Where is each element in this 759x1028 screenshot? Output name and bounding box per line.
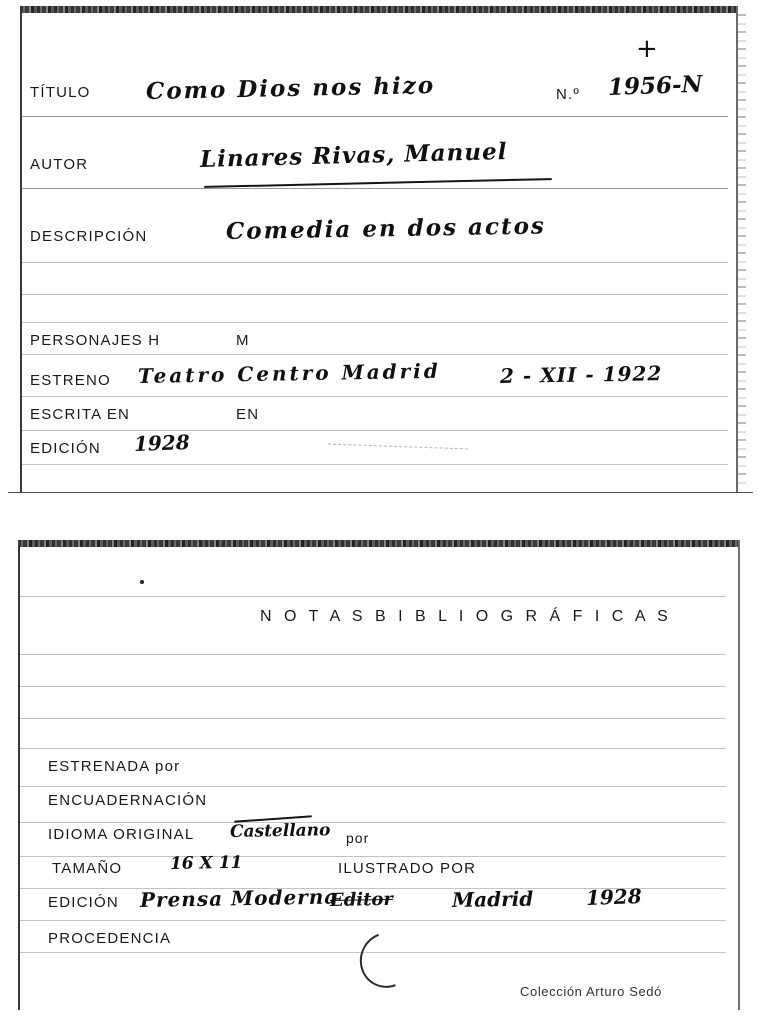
rule-b-4 xyxy=(20,718,726,719)
value-edicion-top: 1928 xyxy=(133,430,191,456)
value-idioma-original: Castellano xyxy=(229,820,331,842)
label-descripcion: DESCRIPCIÓN xyxy=(30,228,148,245)
label-escrita-en: ESCRITA EN xyxy=(30,406,131,423)
rule-b-6 xyxy=(20,786,726,787)
pen-scribble xyxy=(351,923,424,997)
label-personajes-m: M xyxy=(236,332,250,349)
label-estreno: ESTRENO xyxy=(30,372,111,389)
rule-b-10 xyxy=(20,920,726,921)
label-procedencia: PROCEDENCIA xyxy=(48,930,172,947)
catalog-card-top xyxy=(8,6,746,498)
rule-desc-under xyxy=(22,262,728,263)
card-top-right-speckle xyxy=(738,8,746,488)
card-bottom-edge-speckle xyxy=(18,540,740,547)
rule-b-1 xyxy=(20,596,726,597)
label-titulo: TÍTULO xyxy=(30,84,91,101)
label-idioma-por: por xyxy=(346,830,370,846)
rule-escrita-under xyxy=(22,430,728,431)
notas-bibliograficas-heading: N O T A S B I B L I O G R Á F I C A S xyxy=(260,608,672,625)
rule-author-under xyxy=(22,188,728,189)
rule-title-under xyxy=(22,116,728,117)
card-top-left-border xyxy=(20,6,22,492)
rule-desc-blank-2 xyxy=(22,322,728,323)
value-edicion-bottom-2: Madrid xyxy=(451,886,534,912)
label-estrenada-por: ESTRENADA por xyxy=(48,758,181,775)
ink-dot xyxy=(140,580,144,584)
value-edicion-bottom-1: Prensa Moderna xyxy=(139,884,339,912)
card-bottom-right-border xyxy=(738,540,740,1010)
label-edicion-top: EDICIÓN xyxy=(30,440,101,457)
rule-desc-blank-1 xyxy=(22,294,728,295)
value-tamano: 16 X 11 xyxy=(169,852,243,874)
label-encuadernacion: ENCUADERNACIÓN xyxy=(48,792,208,809)
value-edicion-bottom-struck: Editor xyxy=(329,888,394,911)
label-autor: AUTOR xyxy=(30,156,89,173)
value-numero: 1956-N xyxy=(607,70,704,101)
label-tamano: TAMAÑO xyxy=(52,860,123,877)
rule-b-3 xyxy=(20,686,726,687)
value-autor: Linares Rivas, Manuel xyxy=(199,137,508,173)
collection-credit: Colección Arturo Sedó xyxy=(520,984,662,999)
rule-b-2 xyxy=(20,654,726,655)
label-numero: N.º xyxy=(556,86,581,103)
label-personajes: PERSONAJES H xyxy=(30,332,161,349)
value-edicion-bottom-3: 1928 xyxy=(585,884,643,910)
value-descripcion: Comedia en dos actos xyxy=(225,212,547,245)
catalog-card-bottom xyxy=(8,540,746,1022)
cross-mark: + xyxy=(636,34,658,64)
card-top-bottom-border xyxy=(8,492,753,493)
label-ilustrado-por: ILUSTRADO POR xyxy=(338,860,477,877)
rule-edicion-under xyxy=(22,464,728,465)
rule-b-5 xyxy=(20,748,726,749)
card-bottom-left-border xyxy=(18,540,20,1010)
rule-b-7 xyxy=(20,822,726,823)
autor-underline xyxy=(204,178,552,188)
rule-estreno-under xyxy=(22,396,728,397)
value-titulo: Como Dios nos hizo xyxy=(145,71,436,105)
label-en: EN xyxy=(236,406,260,423)
value-estreno-fecha: 2 - XII - 1922 xyxy=(499,361,663,388)
card-top-edge-speckle xyxy=(20,6,738,13)
edicion-stroke xyxy=(328,444,468,450)
rule-personajes-under xyxy=(22,354,728,355)
value-estreno: Teatro Centro Madrid xyxy=(137,358,441,388)
rule-b-8 xyxy=(20,856,726,857)
label-edicion-bottom: EDICIÓN xyxy=(48,894,119,911)
label-idioma-original: IDIOMA ORIGINAL xyxy=(48,826,195,843)
